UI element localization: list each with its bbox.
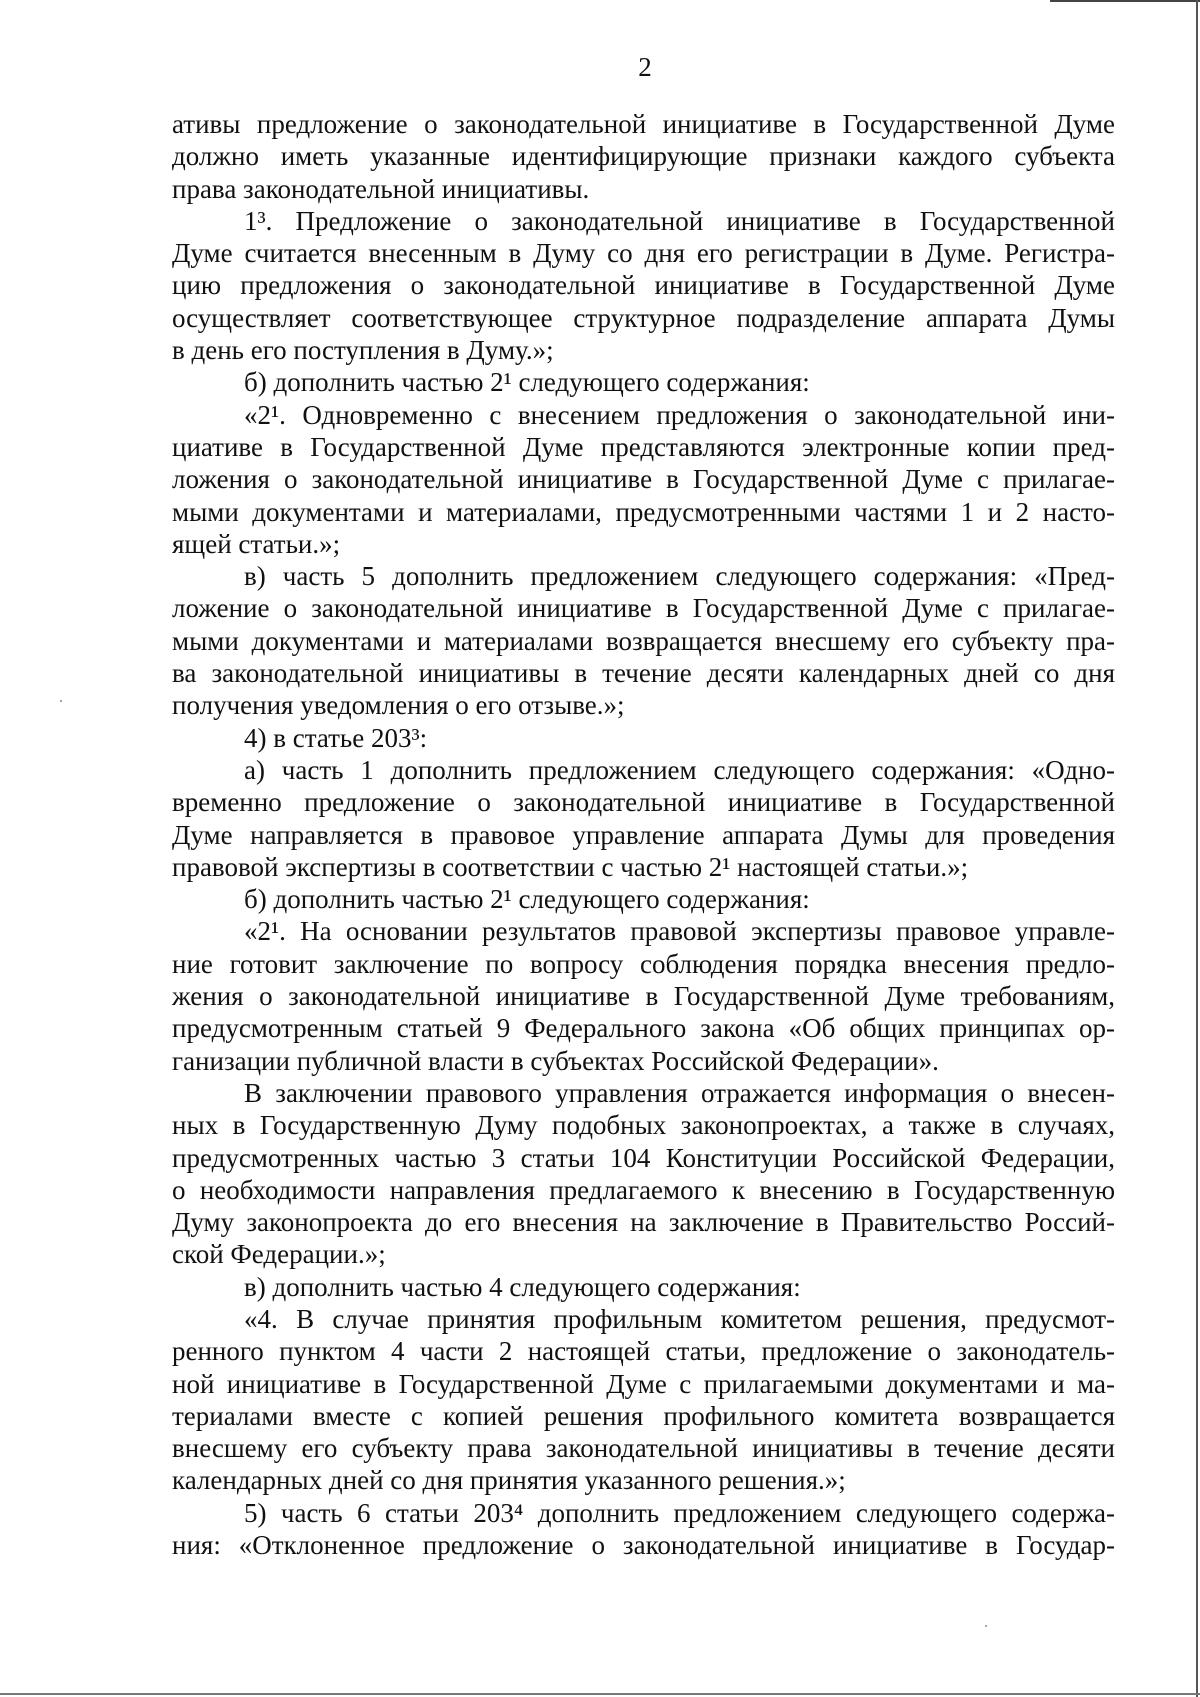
text-line: мыми документами и материалами возвращается внесшему его субъекту пра-: [172, 625, 1115, 656]
text-line: б) дополнить частью 2¹ следующего содержания:: [244, 884, 810, 915]
text-line: должно иметь указанные идентифицирующие признаки каждого субъекта: [172, 141, 1115, 172]
text-line: ренного пунктом 4 части 2 настоящей статьи, предложение о законодатель-: [172, 1336, 1115, 1367]
document-body: [172, 108, 1115, 1561]
text-line: предусмотренных частью 3 статьи 104 Конституции Российской Федерации,: [172, 1142, 1115, 1173]
text-line: внесшему его субъекту права законодательной инициативы в течение десяти: [172, 1433, 1115, 1464]
text-line: ных в Государственную Думу подобных законопроектах, а также в случаях,: [172, 1110, 1115, 1141]
text-line: права законодательной инициативы.: [172, 173, 590, 204]
text-line: «4. В случае принятия профильным комитетом решения, предусмот-: [244, 1303, 1115, 1334]
text-line: ной инициативе в Государственной Думе с прилагаемыми документами и ма-: [172, 1368, 1115, 1399]
text-line: 5) часть 6 статьи 203⁴ дополнить предложением следующего содержа-: [244, 1497, 1115, 1528]
text-line: а) часть 1 дополнить предложением следующего содержания: «Одно-: [244, 754, 1115, 785]
text-line: в день его поступления в Думу.»;: [172, 335, 554, 366]
text-line: «2¹. На основании результатов правовой экспертизы правовое управле-: [244, 916, 1115, 947]
scan-edge-right: [1196, 0, 1198, 1697]
page-number: 2: [638, 52, 652, 82]
text-line: ва законодательной инициативы в течение десяти календарных дней со дня: [172, 658, 1115, 689]
text-line: о необходимости направления предлагаемого к внесению в Государственную: [172, 1174, 1115, 1205]
text-line: ние готовит заключение по вопросу соблюдения порядка внесения предло-: [172, 948, 1115, 979]
text-line: в) дополнить частью 4 следующего содержания:: [244, 1271, 801, 1302]
text-line: б) дополнить частью 2¹ следующего содержания:: [244, 367, 810, 398]
text-line: циативе в Государственной Думе представляются электронные копии пред-: [172, 431, 1115, 462]
text-line: мыми документами и материалами, предусмотренными частями 1 и 2 насто-: [172, 496, 1115, 527]
text-line: ящей статьи.»;: [172, 528, 341, 559]
text-line: в) часть 5 дополнить предложением следующего содержания: «Пред-: [244, 561, 1115, 592]
text-line: цию предложения о законодательной инициативе в Государственной Думе: [172, 270, 1115, 301]
text-line: 1³. Предложение о законодательной инициативе в Государственной: [244, 205, 1115, 236]
text-line: 4) в статье 203³:: [244, 722, 428, 753]
text-line: правовой экспертизы в соответствии с частью 2¹ настоящей статьи.»;: [172, 851, 969, 882]
text-line: В заключении правового управления отражается информация о внесен-: [244, 1077, 1115, 1108]
text-line: Думу законопроекта до его внесения на заключение в Правительство Россий-: [172, 1207, 1115, 1238]
text-line: временно предложение о законодательной инициативе в Государственной: [172, 787, 1115, 818]
scan-edge-bottom: [0, 1693, 1200, 1695]
text-line: ативы предложение о законодательной инициативе в Государственной Думе: [172, 109, 1115, 139]
text-line: ганизации публичной власти в субъектах Российской Федерации».: [172, 1045, 939, 1076]
text-line: «2¹. Одновременно с внесением предложения о законодательной ини-: [244, 399, 1115, 430]
scan-speck: [985, 1625, 987, 1627]
text-line: Думе считается внесенным в Думу со дня его регистрации в Думе. Регистра-: [172, 238, 1115, 269]
text-line: календарных дней со дня принятия указанного решения.»;: [172, 1465, 846, 1496]
text-line: осуществляет соответствующее структурное подразделение аппарата Думы: [172, 302, 1115, 333]
text-line: ния: «Отклоненное предложение о законодательной инициативе в Государ-: [172, 1530, 1115, 1561]
text-line: получения уведомления о его отзыве.»;: [172, 690, 625, 721]
scan-edge-top: [1050, 0, 1200, 2]
scan-speck: [60, 700, 62, 702]
text-line: териалами вместе с копией решения профильного комитета возвращается: [172, 1400, 1115, 1431]
text-line: предусмотренным статьей 9 Федерального закона «Об общих принципах ор-: [172, 1013, 1115, 1044]
text-line: Думе направляется в правовое управление аппарата Думы для проведения: [172, 819, 1115, 850]
text-line: ложение о законодательной инициативе в Государственной Думе с прилагае-: [172, 593, 1115, 624]
text-line: ской Федерации.»;: [172, 1239, 386, 1270]
text-line: жения о законодательной инициативе в Государственной Думе требованиям,: [172, 981, 1115, 1012]
text-line: ложения о законодательной инициативе в Государственной Думе с прилагае-: [172, 464, 1115, 495]
